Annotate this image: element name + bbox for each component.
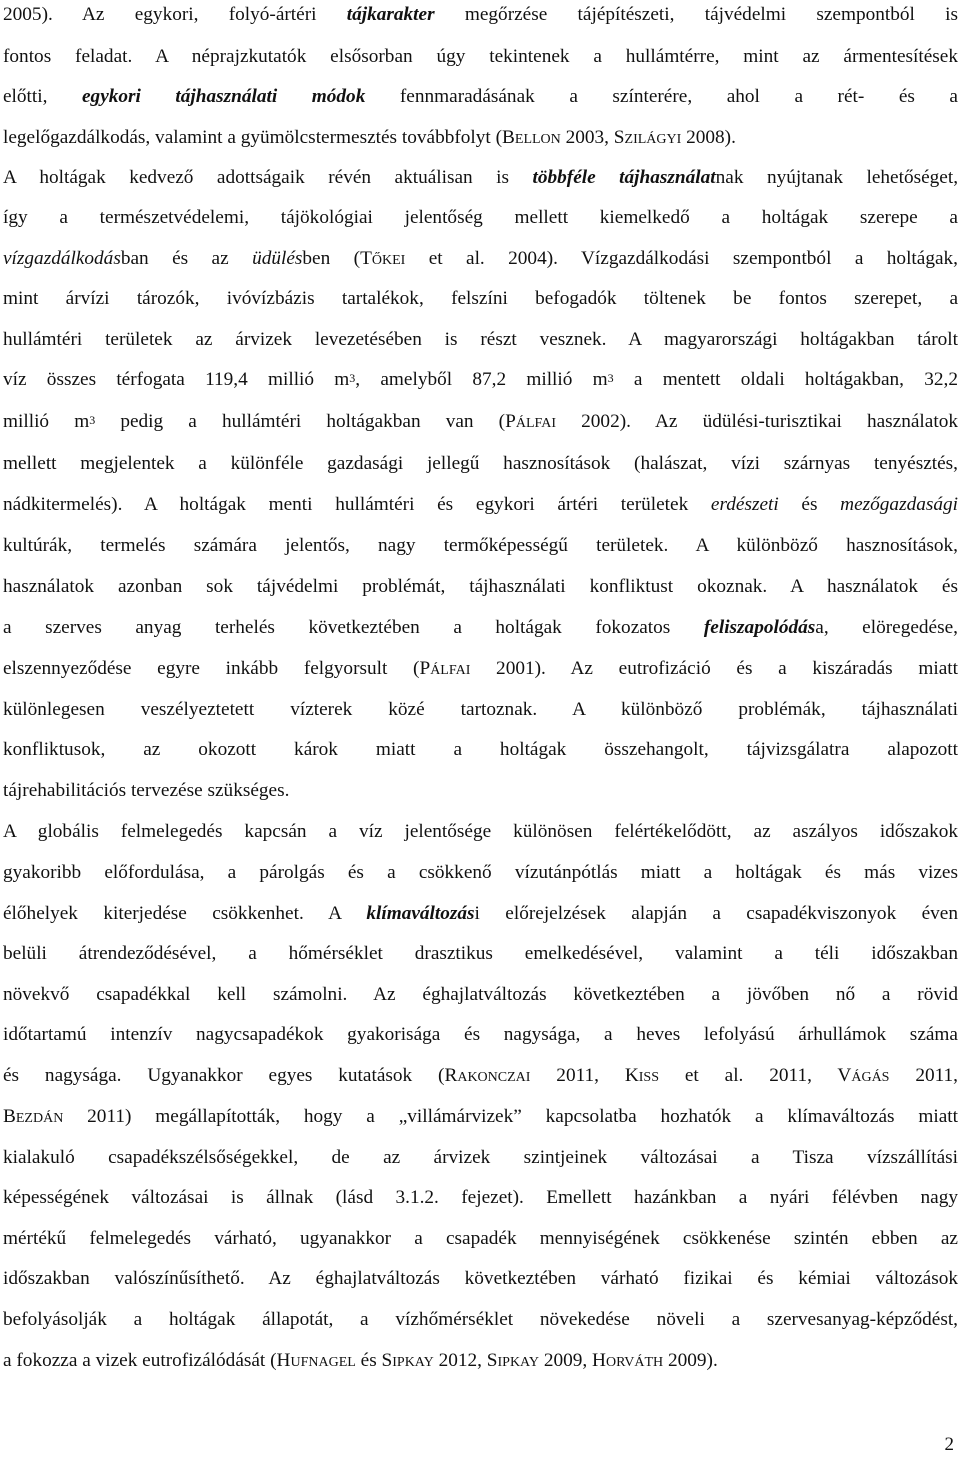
text-run: hullámtéri területek az árvizek levezetésében is részt vesznek. A magyarországi holtágakban tárolt <box>3 329 958 350</box>
author-name: orváth <box>605 1350 664 1371</box>
text-run: ben (T <box>302 248 372 269</box>
text-run: befolyásolják a holtágak állapotát, a vízhőmérséklet növekedése növeli a szervesanyag-képződést, <box>3 1309 958 1330</box>
text-line <box>3 166 958 190</box>
text-run: víz összes térfogata 119,4 millió m <box>3 369 350 390</box>
text-line <box>3 1146 958 1170</box>
superscript: 3 <box>349 371 356 385</box>
text-line <box>3 942 958 966</box>
text-run: a szerves anyag terhelés következtében a holtágak fokozatos <box>3 617 704 638</box>
text-run: i előrejelzések alapján a csapadékviszonyok éven <box>474 903 958 924</box>
text-run: képességének változásai is állnak (lásd 3.1.2. fejezet). Emellett hazánkban a nyári félévben nagy <box>3 1187 958 1208</box>
text-line <box>3 738 958 762</box>
text-line <box>3 779 958 803</box>
text-run: 2011, <box>889 1065 958 1086</box>
author-name: akonczai <box>457 1065 531 1086</box>
emphasized-term: vízgazdálkodás <box>3 248 121 269</box>
text-line <box>3 287 958 311</box>
text-run: élőhelyek kiterjedése csökkenhet. A <box>3 903 367 924</box>
text-run: legelőgazdálkodás, valamint a gyümölcstermesztés továbbfolyt (B <box>3 127 515 148</box>
text-run: , amelyből 87,2 millió m <box>355 369 608 390</box>
author-name: ipkay <box>392 1350 434 1371</box>
text-run: mellett megjelentek a különféle gazdasági jellegű hasznosítások (halászat, vízi szárnyas tenyésztés, <box>3 453 958 474</box>
emphasized-term: mezőgazdasági <box>840 494 958 515</box>
author-name: ezdán <box>15 1106 64 1127</box>
text-run: B <box>3 1106 16 1127</box>
author-name: álfai <box>430 658 471 679</box>
text-line <box>3 657 958 681</box>
text-run: gyakoribb előfordulása, a párolgás és a csökkenő vízutánpótlás miatt a holtágak és más vizes <box>3 862 958 883</box>
text-line <box>3 452 958 476</box>
text-line <box>3 902 958 926</box>
text-run: 2003, S <box>560 127 625 148</box>
text-line <box>3 126 958 150</box>
text-line <box>3 1105 958 1129</box>
text-line <box>3 85 958 109</box>
text-run: elszennyeződése egyre inkább felgyorsult (P <box>3 658 431 679</box>
text-run: et al. 2004). Vízgazdálkodási szempontból a holtágak, <box>405 248 959 269</box>
text-run: így a természetvédelemi, tájökológiai jelentőség mellett kiemelkedő a holtágak szerepe a <box>3 207 958 228</box>
text-line <box>3 206 958 230</box>
text-line <box>3 1023 958 1047</box>
text-line <box>3 861 958 885</box>
text-run: és nagysága. Ugyanakkor egyes kutatások (R <box>3 1065 458 1086</box>
text-run: különlegesen veszélyeztetett vízterek közé tartoznak. A különböző problémák, tájhasználati <box>3 699 958 720</box>
text-run: konfliktusok, az okozott károk miatt a holtágak összehangolt, tájvizsgálatra alapozott <box>3 739 958 760</box>
author-name: ufnagel <box>290 1350 356 1371</box>
text-run: nak nyújtanak lehetőséget, <box>715 167 959 188</box>
text-run: 2009). <box>663 1350 718 1371</box>
text-run: és S <box>355 1350 393 1371</box>
text-run: 2009, H <box>539 1350 606 1371</box>
text-run: A globális felmelegedés kapcsán a víz jelentősége különösen felértékelődött, az aszályos időszakok <box>3 821 958 842</box>
text-line <box>3 698 958 722</box>
text-run: időszakban valószínűsíthető. Az éghajlatváltozás következtében várható fizikai és kémiai változások <box>3 1268 958 1289</box>
text-line <box>3 820 958 844</box>
text-run: 2008). <box>681 127 736 148</box>
text-run: a fokozza a vizek eutrofizálódását (H <box>3 1350 291 1371</box>
text-line <box>3 410 958 434</box>
emphasized-term: feliszapolódás <box>703 617 816 638</box>
text-run: a, elöregedése, <box>815 617 958 638</box>
emphasized-term: klímaváltozás <box>366 903 475 924</box>
superscript: 3 <box>89 413 96 427</box>
page-number: 2 <box>944 1434 954 1455</box>
text-line <box>3 534 958 558</box>
text-line <box>3 1267 958 1291</box>
text-run: 2005). Az egykori, folyó-ártéri <box>3 4 347 25</box>
author-name: álfai <box>515 411 557 432</box>
emphasized-term: többféle tájhasználat <box>532 167 716 188</box>
author-name: zilágyi <box>624 127 682 148</box>
text-line <box>3 493 958 517</box>
emphasized-term: üdülés <box>252 248 303 269</box>
text-line <box>3 45 958 69</box>
text-run: pedig a hullámtéri holtágakban van (P <box>95 411 516 432</box>
text-line <box>3 3 958 27</box>
text-run: et al. 2011, V <box>659 1065 852 1086</box>
emphasized-term: egykori tájhasználati módok <box>82 86 366 107</box>
text-run: 2011, K <box>530 1065 639 1086</box>
author-name: iss <box>638 1065 659 1086</box>
text-run: millió m <box>3 411 90 432</box>
superscript: 3 <box>607 371 614 385</box>
text-line <box>3 328 958 352</box>
text-run: tájrehabilitációs tervezése szükséges. <box>3 780 290 801</box>
text-run: mint árvízi tározók, ivóvízbázis tartalékok, felszíni befogadók töltenek be fontos szerepet, a <box>3 288 958 309</box>
text-run: használatok azonban sok tájvédelmi problémát, tájhasználati konfliktust okoznak. A használatok és <box>3 576 958 597</box>
text-line <box>3 616 958 640</box>
text-run: fontos feladat. A néprajzkutatók elsősorban úgy tekintenek a hullámtérre, mint az ármentesítések <box>3 46 958 67</box>
text-run: A holtágak kedvező adottságaik révén aktuálisan is <box>3 167 533 188</box>
text-line <box>3 1308 958 1332</box>
text-line <box>3 1064 958 1088</box>
text-line <box>3 1186 958 1210</box>
text-line <box>3 983 958 1007</box>
text-run: kialakuló csapadékszélsőségekkel, de az árvizek szintjeinek változásai a Tisza vízszállítási <box>3 1147 958 1168</box>
author-name: ellon <box>514 127 561 148</box>
text-line <box>3 1227 958 1251</box>
author-name: ipkay <box>497 1350 539 1371</box>
text-run: 2011) megállapították, hogy a „villámárvizek” kapcsolatba hozhatók a klímaváltozás miatt <box>63 1106 958 1127</box>
emphasized-term: erdészeti <box>710 494 779 515</box>
text-run: 2012, S <box>433 1350 498 1371</box>
text-run: időtartamú intenzív nagycsapadékok gyakorisága és nagysága, a heves lefolyású árhullámok száma <box>3 1024 958 1045</box>
text-run: fennmaradásának a színterére, ahol a rét- és a <box>365 86 958 107</box>
text-line <box>3 575 958 599</box>
text-run: kultúrák, termelés számára jelentős, nagy termőképességű területek. A különböző hasznosítások, <box>3 535 958 556</box>
text-run: belüli átrendeződésével, a hőmérséklet drasztikus emelkedésével, valamint a téli időszakban <box>3 943 958 964</box>
text-run: és <box>778 494 841 515</box>
author-name: őkei <box>371 248 406 269</box>
text-run: előtti, <box>3 86 82 107</box>
text-run: 2002). Az üdülési-turisztikai használatok <box>556 411 958 432</box>
text-line <box>3 368 958 392</box>
text-run: ban és az <box>120 248 253 269</box>
author-name: ágás <box>851 1065 890 1086</box>
text-run: növekvő csapadékkal kell számolni. Az éghajlatváltozás következtében a jövőben nő a rövid <box>3 984 958 1005</box>
text-line <box>3 247 958 271</box>
text-run: a mentett oldali holtágakban, 32,2 <box>613 369 958 390</box>
text-run: megőrzése tájépítészeti, tájvédelmi szempontból is <box>434 4 958 25</box>
text-run: 2001). Az eutrofizáció és a kiszáradás miatt <box>470 658 958 679</box>
emphasized-term: tájkarakter <box>346 4 435 25</box>
text-run: nádkitermelés). A holtágak menti hullámtéri és egykori ártéri területek <box>3 494 711 515</box>
text-run: mértékű felmelegedés várható, ugyanakkor a csapadék mennyiségének csökkenése szintén ebben az <box>3 1228 958 1249</box>
text-line <box>3 1349 958 1373</box>
